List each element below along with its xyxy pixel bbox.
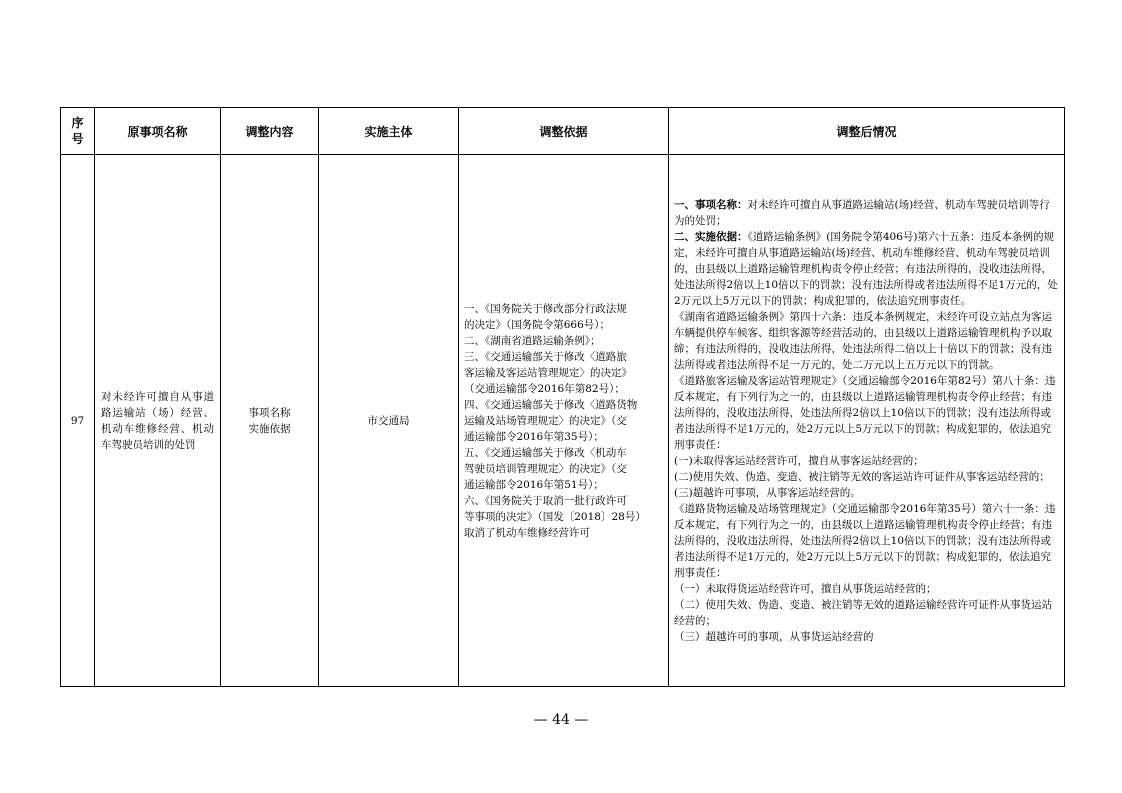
header-seq-text: 序号 [71, 116, 84, 146]
page-number: — 44 — [533, 712, 589, 728]
basis-line: 运输及站场管理规定〉的决定》（交 [464, 414, 627, 427]
row-original-name: 对未经许可擅自从事道路运输站（场）经营、机动车维修经营、机动车驾驶员培训的处罚 [95, 155, 221, 687]
header-seq [61, 108, 95, 155]
after-basis-label: 二、实施依据： [674, 230, 748, 243]
after-line: (二)使用失效、伪造、变造、被注销等无效的客运站许可证件从事客运站经营的； [674, 470, 1050, 483]
after-line: 《道路旅客运输及客运站管理规定》（交通运输部令2016年第82号）第八十条：违反本规定，有下列行为之一的，由县级以上道路运输管理机构责令停止经营；有违法所得的，没收违法所得，处违法所得2倍以上10倍以下的罚款；没有违法所得或者违法所得不足1万元的，处2万元以上5万元以下的罚款；构成犯罪的，依法追究刑事责任： [674, 374, 1056, 451]
basis-line: 六、《国务院关于取消一批行政许可 [464, 494, 627, 507]
basis-line: 五、《交通运输部关于修改〈机动车 [464, 446, 627, 459]
basis-line: 等事项的决定》（国发〔2018〕28号） [464, 510, 646, 523]
after-item-name [674, 197, 1059, 229]
header-original-name: 原事项名称 [95, 108, 221, 155]
header-after: 调整后情况 [669, 108, 1065, 155]
basis-line: 通运输部令2016年第51号）； [464, 478, 604, 491]
adjustment-table [60, 107, 1065, 687]
after-item-name-label: 一、事项名称： [674, 198, 748, 211]
basis-line: 驾驶员培训管理规定〉的决定》（交 [464, 462, 627, 475]
header-basis: 调整依据 [459, 108, 669, 155]
adjust-content-line: 实施依据 [248, 422, 291, 435]
after-item-name-text: 对未经许可擅自从事道路运输站(场)经营、机动车驾驶员培训等行为的处罚； [674, 198, 1050, 227]
row-seq: 97 [61, 155, 95, 687]
after-line: 《湖南省道路运输条例》第四十六条：违反本条例规定，未经许可设立站点为客运车辆提供停车候客、组织客源等经营活动的，由县级以上道路运输管理机构予以取缔；有违法所得的，没收违法所得，处违法所得二倍以上十倍以下的罚款；没有违法所得或者违法所得不足一万元的，处二万元以上五万元以下的罚款。 [674, 310, 1052, 371]
after-basis [674, 229, 1059, 309]
row-after [669, 155, 1065, 687]
row-basis [459, 155, 669, 687]
row-subject: 市交通局 [319, 155, 459, 687]
after-line: （二）使用失效、伪造、变造、被注销等无效的道路运输经营许可证件从事货运站经营的； [674, 598, 1052, 627]
after-line: (三)超越许可事项，从事客运站经营的。 [674, 486, 861, 499]
adjust-content-line: 事项名称 [248, 406, 291, 419]
after-line: （一）未取得货运站经营许可，擅自从事货运站经营的； [674, 582, 937, 595]
basis-line: 四、《交通运输部关于修改〈道路货物 [464, 398, 638, 411]
table-row [61, 155, 1065, 687]
after-basis-lead: 《道路运输条例》(国务院令第406号)第六十五条：违反本条例的规定，未经许可擅自从事道路运输站(场)经营、机动车维修经营、机动车驾驶员培训的，由县级以上道路运输管理机构责令停止经营；有违法所得的，没收违法所得，处违法所得2倍以上10倍以下的罚款；没有违法所得或者违法所得不足1万元的，处2万元以上5万元以下的罚款；构成犯罪的，依法追究刑事责任。 [674, 230, 1058, 307]
basis-line: 的决定》（国务院令第666号）； [464, 318, 611, 331]
basis-line: 客运输及客运站管理规定〉的决定》 [464, 366, 632, 379]
basis-line: （交通运输部令2016年第82号）； [464, 382, 625, 395]
after-line: (一)未取得客运站经营许可，擅自从事客运站经营的； [674, 454, 924, 467]
basis-line: 通运输部令2016年第35号）； [464, 430, 604, 443]
header-subject: 实施主体 [319, 108, 459, 155]
header-adjust-content: 调整内容 [221, 108, 319, 155]
row-adjust-content [221, 155, 319, 687]
basis-line: 一、《国务院关于修改部分行政法规 [464, 302, 627, 315]
after-line: 《道路货物运输及站场管理规定》（交通运输部令2016年第35号）第六十一条：违反本规定，有下列行为之一的，由县级以上道路运输管理机构责令停止经营；有违法所得的，没收违法所得，处违法所得2倍以上10倍以下的罚款；没有违法所得或者违法所得不足1万元的，处2万元以上5万元以下的罚款；构成犯罪的，依法追究刑事责任： [674, 502, 1056, 579]
after-line: （三）超越许可的事项，从事货运站经营的 [674, 630, 874, 643]
basis-line: 取消了机动车维修经营许可 [464, 526, 590, 539]
table-header-row [61, 108, 1065, 155]
basis-line: 三、《交通运输部关于修改〈道路旅 [464, 350, 627, 363]
basis-line: 二、《湖南省道路运输条例》； [464, 334, 601, 347]
